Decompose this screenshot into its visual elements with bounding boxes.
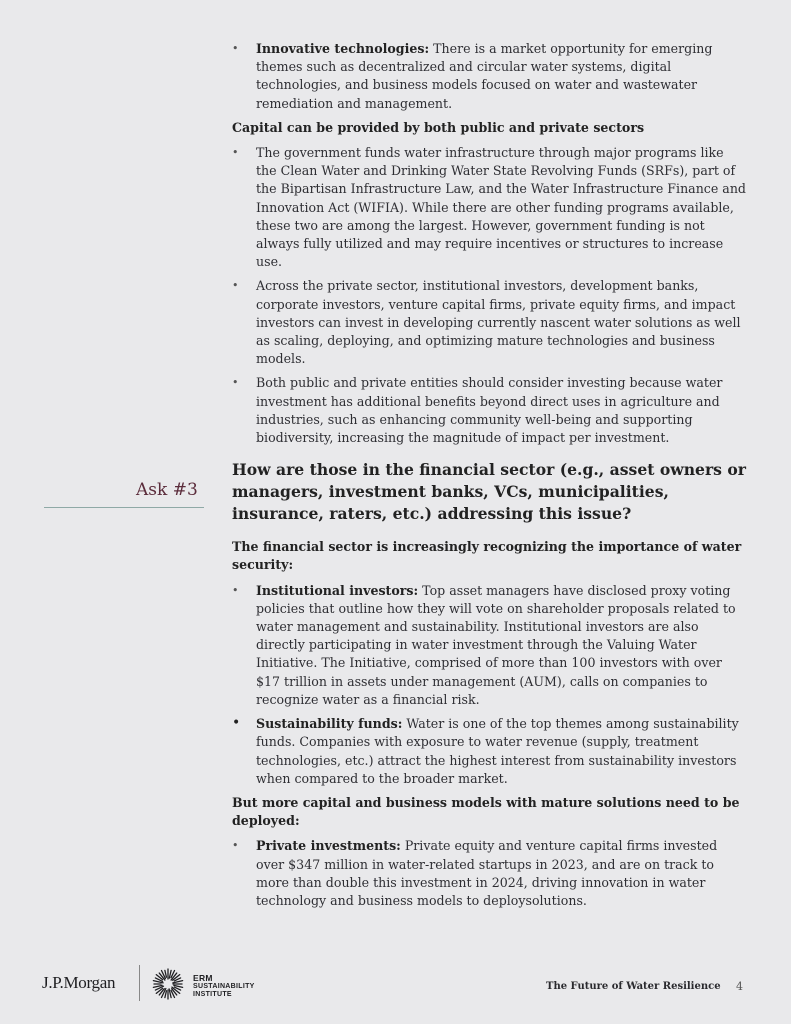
bullet-text: Private equity and venture capital firms invested over $347 million in water-related startups in 2023, and are on track to more than double this investment in 2024, driving innovation in water technology and business models to deploysolutions. — [256, 838, 718, 908]
bullet-sustainability-funds — [232, 715, 748, 788]
bullet-text: There is a market opportunity for emerging themes such as decentralized and circular water systems, digital technologies, and business models focused on water and wastewater remediation and management. — [256, 41, 713, 111]
ask-label: Ask #3 — [136, 480, 198, 500]
bullet-lead: Private investments: — [256, 838, 401, 854]
bullet-public-private — [232, 374, 748, 447]
bullet-dot: • — [232, 146, 239, 160]
erm-sunburst-icon — [152, 968, 184, 1000]
erm-line-2: SUSTAINABILITY — [193, 983, 255, 990]
erm-ray — [165, 991, 167, 998]
main-column — [232, 40, 748, 916]
jpmorgan-logo: J.P.Morgan — [42, 973, 116, 992]
bullet-private-investments — [232, 837, 748, 910]
erm-line-1: ERM — [193, 973, 213, 983]
bullet-text: Both public and private entities should consider investing because water investment has additional benefits beyond direct uses in agriculture and industries, such as enhancing community well-being and supporting biodiversity, increasing the magnitude of impact per investment. — [256, 375, 723, 446]
bullet-text: Top asset managers have disclosed proxy voting policies that outline how they will vote on shareholder proposals related to water management and sustainability. Institutional investors are also directly participating in water investment through the Valuing Water Initiative. The Initiative, comprised of more than 100 investors with over $17 trillion in assets under management (AUM), calls on companies to recognize water as a financial risk. — [256, 582, 736, 707]
bullet-dot: • — [232, 715, 241, 732]
recognizing-heading: The financial sector is increasingly recognizing the importance of water security: — [232, 539, 742, 573]
bullet-innovative-technologies — [232, 40, 748, 113]
more-heading: But more capital and business models with mature solutions need to be deployed: — [232, 794, 740, 829]
bullet-dot: • — [232, 279, 239, 293]
capital-heading: Capital can be provided by both public and private sectors — [232, 119, 645, 135]
bullet-lead: Innovative technologies: — [256, 41, 430, 56]
page-number: 4 — [736, 980, 743, 993]
bullet-dot: • — [232, 839, 239, 853]
bullet-dot: • — [232, 583, 239, 597]
erm-line-3: INSTITUTE — [193, 990, 232, 998]
erm-ray — [165, 970, 167, 977]
ask-question: How are those in the financial sector (e.g., asset owners or managers, investment banks, VCs, municipalities, insurance, raters, etc.) addressing this issue? — [232, 460, 746, 524]
bullet-text: Water is one of the top themes among sustainability funds. Companies with exposure to water revenue (supply, treatment technologies, etc.) attract the highest interest from sustainability investors when compared to the broader market. — [256, 716, 739, 786]
ask-divider — [44, 507, 204, 508]
bullet-private-sector — [232, 277, 748, 368]
bullet-institutional-investors — [232, 582, 748, 709]
bullet-text: The government funds water infrastructure through major programs like the Clean Water and Drinking Water State Revolving Funds (SRFs), part of the Bipartisan Infrastructure Law, and the Water Infrastructure Finance and Innovation Act (WIFIA). While there are other funding programs available, these two are among the largest. However, government funding is not always fully utilized and may require incentives or structures to increase use. — [256, 145, 746, 270]
bullet-dot: • — [232, 42, 239, 55]
erm-logo-text — [193, 974, 255, 998]
report-title: The Future of Water Resilience — [546, 981, 721, 992]
bullet-lead: Institutional investors: — [256, 582, 419, 598]
bullet-text: Across the private sector, institutional investors, development banks, corporate investors, venture capital firms, private equity firms, and impact investors can invest in developing currently nascent water solutions as well as scaling, deploying, and optimizing mature technologies and business models. — [256, 278, 741, 367]
bullet-dot: • — [232, 376, 239, 390]
bullet-government-funds — [232, 144, 748, 271]
bullet-lead: Sustainability funds: — [256, 716, 403, 732]
footer-divider — [139, 965, 140, 1001]
